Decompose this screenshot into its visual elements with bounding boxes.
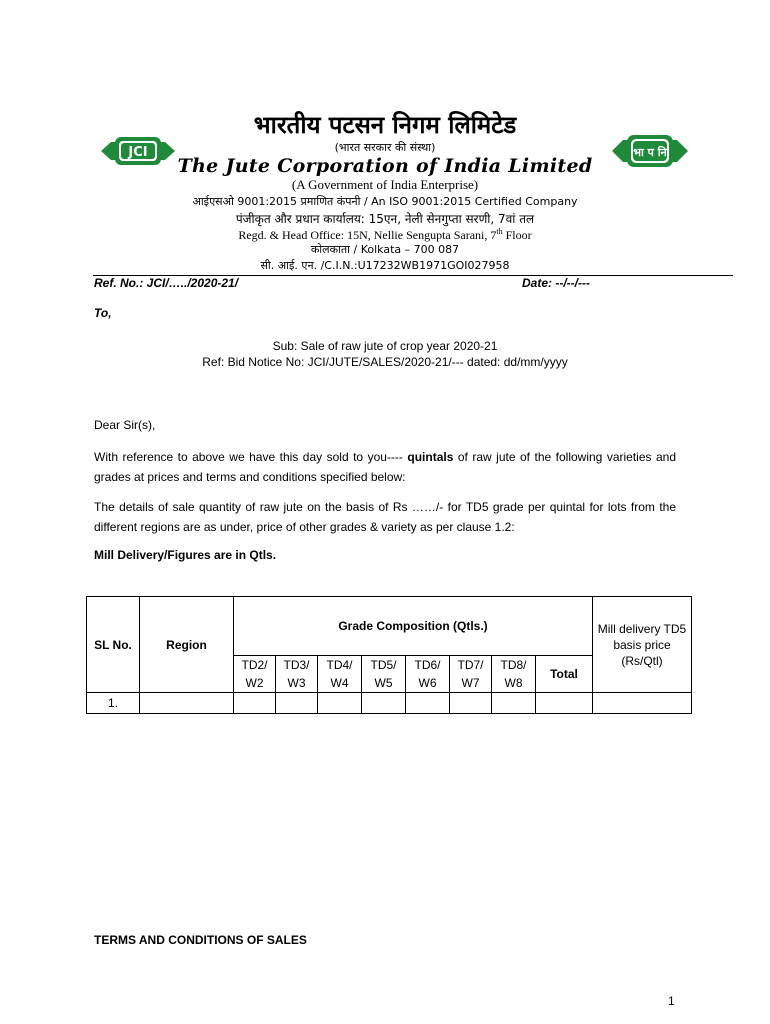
cin-line: सी. आई. एन. /C.I.N.:U17232WB1971GOI027958 — [260, 259, 510, 272]
header-grade-td8: TD8/ W8 — [492, 656, 536, 693]
letter-date: Date: --/--/--- — [522, 276, 590, 290]
header-grade-td4: TD4/ W4 — [318, 656, 362, 693]
terms-heading: TERMS AND CONDITIONS OF SALES — [94, 933, 307, 947]
header-grade-td3: TD3/ W3 — [276, 656, 318, 693]
paragraph-sale-reference: With reference to above we have this day sold to you---- quintals of raw jute of the following varieties and grades at prices and terms and conditions specified below: — [94, 450, 677, 484]
header-region: Region — [140, 597, 234, 693]
iso-certification: आईएसओ 9001:2015 प्रमाणित कंपनी / An ISO 9001:2015 Certified Company — [192, 195, 578, 208]
table-row — [87, 693, 692, 714]
bid-reference: Ref: Bid Notice No: JCI/JUTE/SALES/2020-21/--- dated: dd/mm/yyyy — [202, 355, 568, 369]
to-label: To, — [94, 306, 112, 320]
header-grade-td5: TD5/ W5 — [362, 656, 406, 693]
govt-enterprise-label: (A Government of India Enterprise) — [291, 177, 479, 192]
grade-composition-table — [86, 596, 692, 714]
city-line: कोलकाता / Kolkata – 700 087 — [310, 243, 460, 256]
page-number: 1 — [668, 994, 675, 1008]
header-total: Total — [536, 656, 593, 693]
header-grade-td7: TD7/ W7 — [450, 656, 492, 693]
header-grade-td2: TD2/ W2 — [234, 656, 276, 693]
regd-office-address: Regd. & Head Office: 15N, Nellie Sengupta Sarani, 7th Floor — [238, 227, 532, 242]
row-grade-cell — [234, 693, 276, 714]
row-grade-cell — [492, 693, 536, 714]
paragraph-sale-details: The details of sale quantity of raw jute on the basis of Rs ……/- for TD5 grade per quintal for lots from the different regions are as under, price of other grades & variety as per clause 1.2: — [94, 500, 676, 534]
english-company-name: The Jute Corporation of India Limited — [177, 155, 593, 177]
row-sl-no: 1. — [87, 693, 140, 714]
row-grade-cell — [406, 693, 450, 714]
row-price-cell — [593, 693, 692, 714]
salutation: Dear Sir(s), — [94, 418, 156, 432]
hindi-logo-text: भा प नि — [633, 146, 667, 159]
mill-delivery-note: Mill Delivery/Figures are in Qtls. — [94, 548, 277, 562]
row-region-cell — [140, 693, 234, 714]
hindi-govt-label: (भारत सरकार की संस्था) — [334, 141, 436, 154]
row-grade-cell — [362, 693, 406, 714]
header-mill-delivery-price: Mill delivery TD5 basis price (Rs/Qtl) — [593, 597, 692, 693]
jci-logo-text: JCI — [128, 145, 148, 160]
subject-line: Sub: Sale of raw jute of crop year 2020-21 — [272, 339, 498, 353]
header-sl-no: SL No. — [87, 597, 140, 693]
header-grade-td6: TD6/ W6 — [406, 656, 450, 693]
row-grade-cell — [450, 693, 492, 714]
row-grade-cell — [276, 693, 318, 714]
hindi-office-address: पंजीकृत और प्रधान कार्यालय: 15एन, नेली सेनगुप्ता सरणी, 7वां तल — [235, 212, 535, 226]
reference-number: Ref. No.: JCI/…../2020-21/ — [94, 276, 239, 290]
header-grade-composition: Grade Composition (Qtls.) — [234, 597, 593, 656]
row-grade-cell — [318, 693, 362, 714]
hindi-company-name: भारतीय पटसन निगम लिमिटेड — [253, 111, 517, 139]
row-total-cell — [536, 693, 593, 714]
